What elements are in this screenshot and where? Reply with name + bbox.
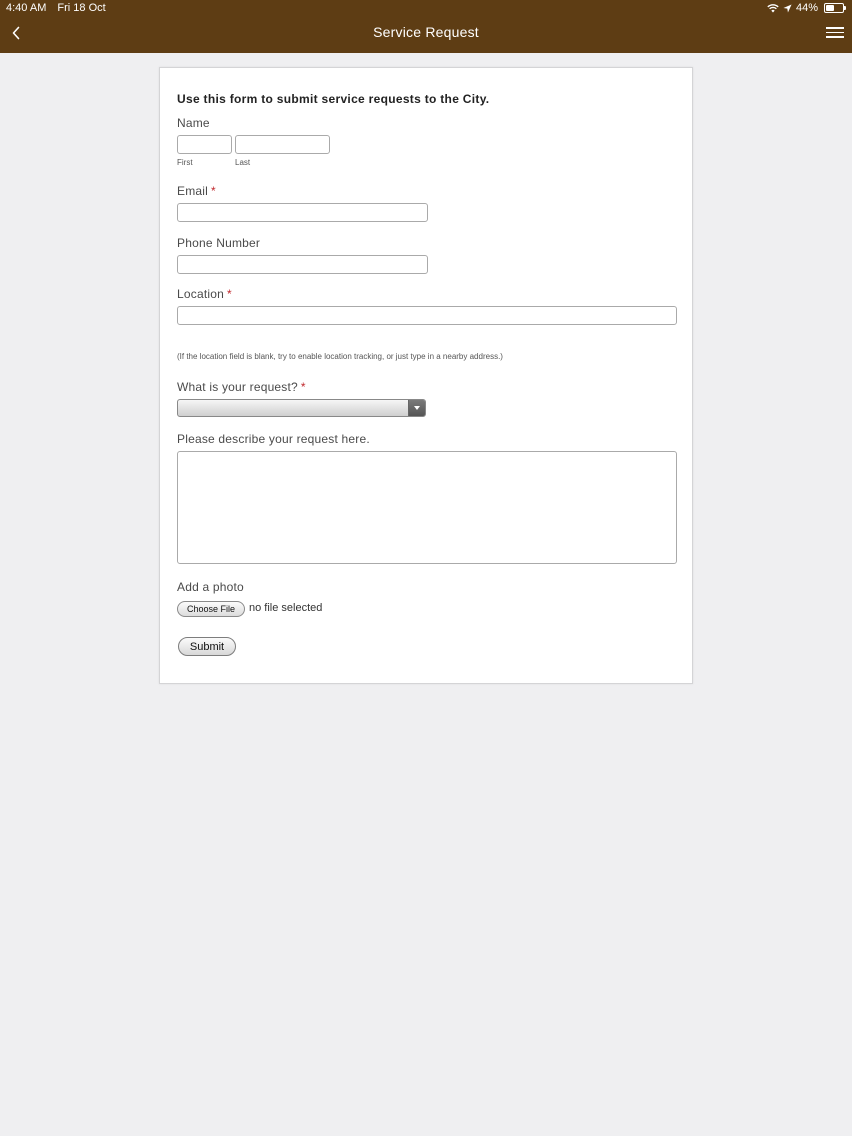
location-required-mark: * [226,287,232,301]
email-required-mark: * [211,184,216,198]
name-label: Name [177,116,210,130]
phone-input[interactable] [177,255,428,274]
nav-bar [0,16,852,53]
status-date: Fri 18 Oct [57,2,106,14]
first-name-input[interactable] [177,135,232,154]
request-required-mark: * [300,380,306,394]
photo-label: Add a photo [177,580,244,594]
location-hint: (If the location field is blank, try to enable location tracking, or just type in a nearby address.) [177,352,503,361]
chevron-down-icon [408,400,425,416]
status-left [6,0,106,16]
request-label-text: What is your request? [177,380,298,394]
description-label: Please describe your request here. [177,432,370,446]
form-intro: Use this form to submit service requests to the City. [177,92,490,106]
last-name-sublabel: Last [235,158,251,167]
hamburger-line [826,32,844,34]
location-label-text: Location [177,287,224,301]
arrow-glyph [414,406,420,410]
email-label-text: Email [177,184,209,198]
choose-file-button[interactable]: Choose File [177,601,245,617]
wifi-icon [767,3,779,13]
phone-label: Phone Number [177,236,261,250]
first-name-sublabel: First [177,158,193,167]
submit-button[interactable]: Submit [178,637,236,656]
email-label [177,184,216,198]
status-time: 4:40 AM [6,2,47,14]
description-textarea[interactable] [177,451,677,564]
file-status: no file selected [249,602,323,614]
location-input[interactable] [177,306,677,325]
request-select[interactable] [177,399,426,417]
nav-title: Service Request [373,24,479,40]
location-label [177,287,232,301]
last-name-input[interactable] [235,135,330,154]
battery-percent: 44% [795,2,818,14]
request-label [177,380,306,394]
location-arrow-icon [783,4,792,13]
hamburger-line [826,36,844,38]
hamburger-menu-icon [826,27,844,29]
email-input[interactable] [177,203,428,222]
menu-button[interactable] [826,24,844,40]
battery-icon [824,3,844,13]
service-request-form [159,67,693,684]
status-right [767,0,844,16]
status-bar [0,0,852,16]
